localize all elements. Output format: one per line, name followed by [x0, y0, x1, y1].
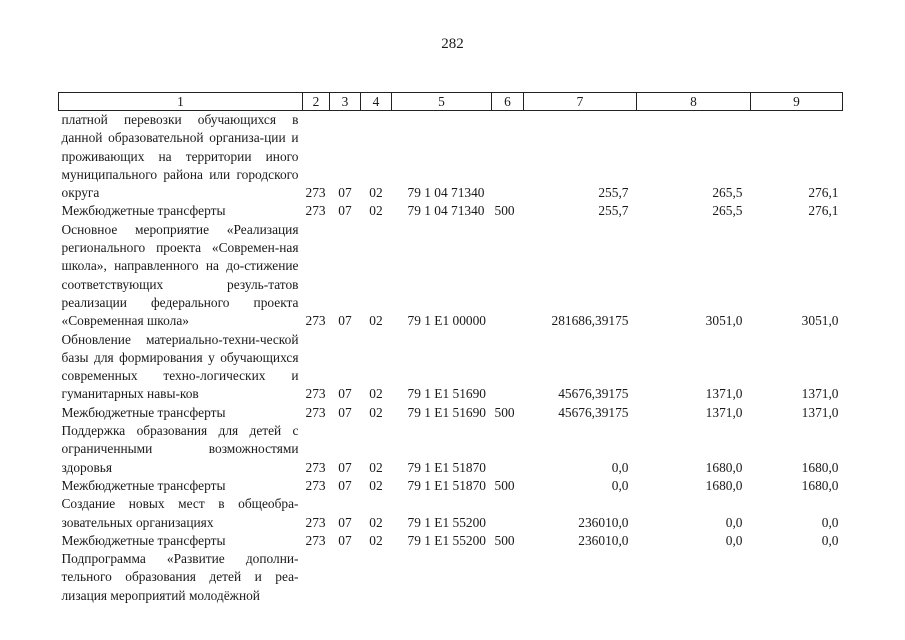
table-row	[59, 111, 843, 203]
amount-year-3	[751, 550, 843, 605]
header-cell: 6	[492, 93, 524, 111]
section-code: 07	[338, 386, 352, 402]
expense-type-code: 500	[494, 404, 515, 420]
target-article-code: 79 1 04 71340	[407, 185, 485, 201]
expense-type-code	[492, 221, 524, 331]
amount-year-1: 0,0	[611, 459, 629, 475]
amount-year-3: 1371,0	[801, 386, 839, 402]
amount-year-1: 255,7	[598, 203, 629, 219]
subsection-code: 02	[369, 477, 383, 493]
subsection-code: 02	[369, 313, 383, 329]
table-row	[59, 422, 843, 477]
header-cell: 4	[361, 93, 392, 111]
admin-code: 273	[305, 404, 326, 420]
expense-type-code: 500	[494, 532, 515, 548]
section-code: 07	[338, 203, 352, 219]
row-name: платной перевозки обучающихся в данной образовательной организа-ции и проживающих на территории иного муниципального района или городского округа	[61, 112, 299, 201]
subsection-code	[361, 550, 392, 605]
table-row	[59, 550, 843, 605]
page-number: 282	[441, 36, 464, 52]
target-article-code: 79 1 E1 51690	[407, 404, 486, 420]
amount-year-3: 276,1	[808, 203, 839, 219]
amount-year-3: 0,0	[821, 514, 839, 530]
row-name: Межбюджетные трансферты	[61, 477, 226, 493]
amount-year-2: 3051,0	[705, 313, 743, 329]
target-article-code	[392, 550, 492, 605]
amount-year-2: 0,0	[725, 514, 743, 530]
section-code: 07	[338, 532, 352, 548]
admin-code: 273	[305, 514, 326, 530]
table-row	[59, 331, 843, 404]
table-row	[59, 477, 843, 495]
expense-type-code	[492, 550, 524, 605]
amount-year-2: 265,5	[712, 185, 743, 201]
header-cell: 1	[59, 93, 303, 111]
row-name: Обновление материально-техни-ческой базы для формирования у обучающихся современных техно-логических и гуманитарных навы-ков	[61, 331, 299, 402]
amount-year-2: 1680,0	[705, 459, 743, 475]
expense-type-code	[492, 495, 524, 532]
subsection-code: 02	[369, 459, 383, 475]
target-article-code: 79 1 04 71340	[407, 203, 485, 219]
target-article-code: 79 1 E1 51870	[407, 459, 486, 475]
header-cell: 7	[524, 93, 637, 111]
row-name: Поддержка образования для детей с ограниченными возможностями здоровья	[61, 423, 299, 475]
amount-year-3: 3051,0	[801, 313, 839, 329]
amount-year-2: 265,5	[712, 203, 743, 219]
section-code: 07	[338, 404, 352, 420]
amount-year-1: 236010,0	[578, 514, 629, 530]
amount-year-2: 1371,0	[705, 386, 743, 402]
section-code: 07	[338, 459, 352, 475]
amount-year-2	[637, 550, 751, 605]
subsection-code: 02	[369, 185, 383, 201]
header-cell: 8	[637, 93, 751, 111]
subsection-code: 02	[369, 532, 383, 548]
amount-year-3: 1371,0	[801, 404, 839, 420]
amount-year-1: 0,0	[611, 477, 629, 493]
header-cell: 5	[392, 93, 492, 111]
amount-year-3: 1680,0	[801, 459, 839, 475]
header-row	[59, 93, 843, 111]
amount-year-1: 45676,39175	[558, 386, 629, 402]
row-name: Межбюджетные трансферты	[61, 404, 226, 420]
row-name: Создание новых мест в общеобра-зовательных организациях	[61, 496, 299, 530]
table-row	[59, 202, 843, 220]
budget-table	[58, 92, 843, 605]
amount-year-3: 0,0	[821, 532, 839, 548]
subsection-code: 02	[369, 203, 383, 219]
amount-year-3: 1680,0	[801, 477, 839, 493]
amount-year-3: 276,1	[808, 185, 839, 201]
row-name: Межбюджетные трансферты	[61, 532, 226, 548]
section-code: 07	[338, 313, 352, 329]
admin-code	[303, 550, 330, 605]
admin-code: 273	[305, 203, 326, 219]
target-article-code: 79 1 E1 55200	[407, 514, 486, 530]
table-row	[59, 532, 843, 550]
row-name: Подпрограмма «Развитие дополни-тельного образования детей и реа-лизация мероприятий молодёжной	[61, 551, 299, 603]
expense-type-code: 500	[494, 203, 515, 219]
admin-code: 273	[305, 313, 326, 329]
section-code: 07	[338, 514, 352, 530]
subsection-code: 02	[369, 514, 383, 530]
header-cell: 9	[751, 93, 843, 111]
section-code: 07	[338, 477, 352, 493]
admin-code: 273	[305, 459, 326, 475]
section-code	[330, 550, 361, 605]
amount-year-1: 45676,39175	[558, 404, 629, 420]
subsection-code: 02	[369, 404, 383, 420]
table-row	[59, 404, 843, 422]
admin-code: 273	[305, 185, 326, 201]
header-cell: 3	[330, 93, 361, 111]
expense-type-code	[492, 331, 524, 404]
admin-code: 273	[305, 477, 326, 493]
amount-year-2: 1680,0	[705, 477, 743, 493]
expense-type-code	[492, 422, 524, 477]
row-name: Основное мероприятие «Реализация регионального проекта «Современ-ная школа», направленного на до-стижение соответствующих резуль-татов реализации федерального проекта «Современная школа»	[61, 221, 299, 329]
header-cell: 2	[303, 93, 330, 111]
target-article-code: 79 1 E1 00000	[407, 313, 486, 329]
expense-type-code: 500	[494, 477, 515, 493]
target-article-code: 79 1 E1 55200	[407, 532, 486, 548]
table-row	[59, 221, 843, 331]
amount-year-2: 0,0	[725, 532, 743, 548]
target-article-code: 79 1 E1 51690	[407, 386, 486, 402]
amount-year-1: 255,7	[598, 185, 629, 201]
amount-year-1	[524, 550, 637, 605]
target-article-code: 79 1 E1 51870	[407, 477, 486, 493]
admin-code: 273	[305, 532, 326, 548]
subsection-code: 02	[369, 386, 383, 402]
row-name: Межбюджетные трансферты	[61, 203, 226, 219]
section-code: 07	[338, 185, 352, 201]
admin-code: 273	[305, 386, 326, 402]
amount-year-2: 1371,0	[705, 404, 743, 420]
amount-year-1: 236010,0	[578, 532, 629, 548]
amount-year-1: 281686,39175	[551, 313, 629, 329]
expense-type-code	[492, 111, 524, 203]
table-row	[59, 495, 843, 532]
